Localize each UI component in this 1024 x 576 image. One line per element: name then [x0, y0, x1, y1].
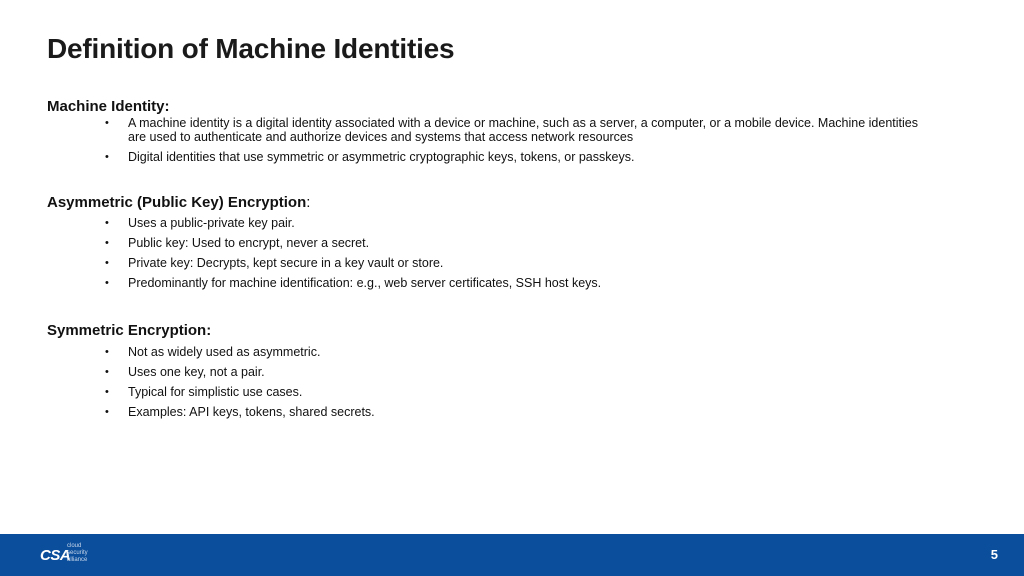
bullet-text: A machine identity is a digital identity associated with a device or machine, such as a server, a computer, or a mobile device. Machine identities are used to authenticate and authorize devices and systems that access network resources	[128, 116, 918, 144]
logo-mark: CSA	[40, 547, 71, 564]
section-symmetric-encryption	[47, 322, 927, 425]
logo-wordmark: cloud security alliance	[67, 543, 88, 563]
bullet-item	[47, 256, 927, 270]
bullet-item	[47, 345, 927, 359]
page-number: 5	[990, 547, 998, 562]
section-heading: Symmetric Encryption:	[47, 322, 212, 339]
bullet-icon: •	[105, 217, 109, 229]
bullet-item	[47, 385, 927, 399]
bullet-list	[47, 345, 927, 419]
bullet-icon: •	[105, 366, 109, 378]
bullet-icon: •	[105, 237, 109, 249]
bullet-item	[47, 276, 927, 290]
bullet-text: Uses a public-private key pair.	[128, 216, 295, 230]
bullet-text: Uses one key, not a pair.	[128, 365, 265, 379]
bullet-icon: •	[105, 406, 109, 418]
bullet-text: Private key: Decrypts, kept secure in a key vault or store.	[128, 256, 444, 270]
section-heading: Asymmetric (Public Key) Encryption:	[47, 194, 311, 211]
slide-title: Definition of Machine Identities	[47, 33, 455, 64]
bullet-icon: •	[105, 257, 109, 269]
bullet-icon: •	[105, 346, 109, 358]
bullet-text: Typical for simplistic use cases.	[128, 385, 303, 399]
bullet-text: Not as widely used as asymmetric.	[128, 345, 321, 359]
bullet-list	[47, 216, 927, 290]
bullet-text: Digital identities that use symmetric or asymmetric cryptographic keys, tokens, or passkeys.	[128, 150, 635, 164]
bullet-icon: •	[105, 277, 109, 289]
bullet-item	[47, 216, 927, 230]
bullet-text: Predominantly for machine identification: e.g., web server certificates, SSH host keys.	[128, 276, 602, 290]
bullet-text: Examples: API keys, tokens, shared secrets.	[128, 405, 375, 419]
footer-bar	[0, 534, 1024, 576]
section-asymmetric-encryption	[47, 194, 927, 296]
bullet-icon: •	[105, 117, 109, 129]
bullet-item	[47, 116, 927, 144]
bullet-icon: •	[105, 151, 109, 163]
bullet-text: Public key: Used to encrypt, never a secret.	[128, 236, 370, 250]
bullet-list	[47, 116, 927, 164]
section-machine-identity	[47, 98, 927, 170]
bullet-item	[47, 405, 927, 419]
bullet-item	[47, 236, 927, 250]
bullet-icon: •	[105, 386, 109, 398]
section-heading: Machine Identity:	[47, 98, 170, 115]
bullet-item	[47, 150, 927, 164]
bullet-item	[47, 365, 927, 379]
